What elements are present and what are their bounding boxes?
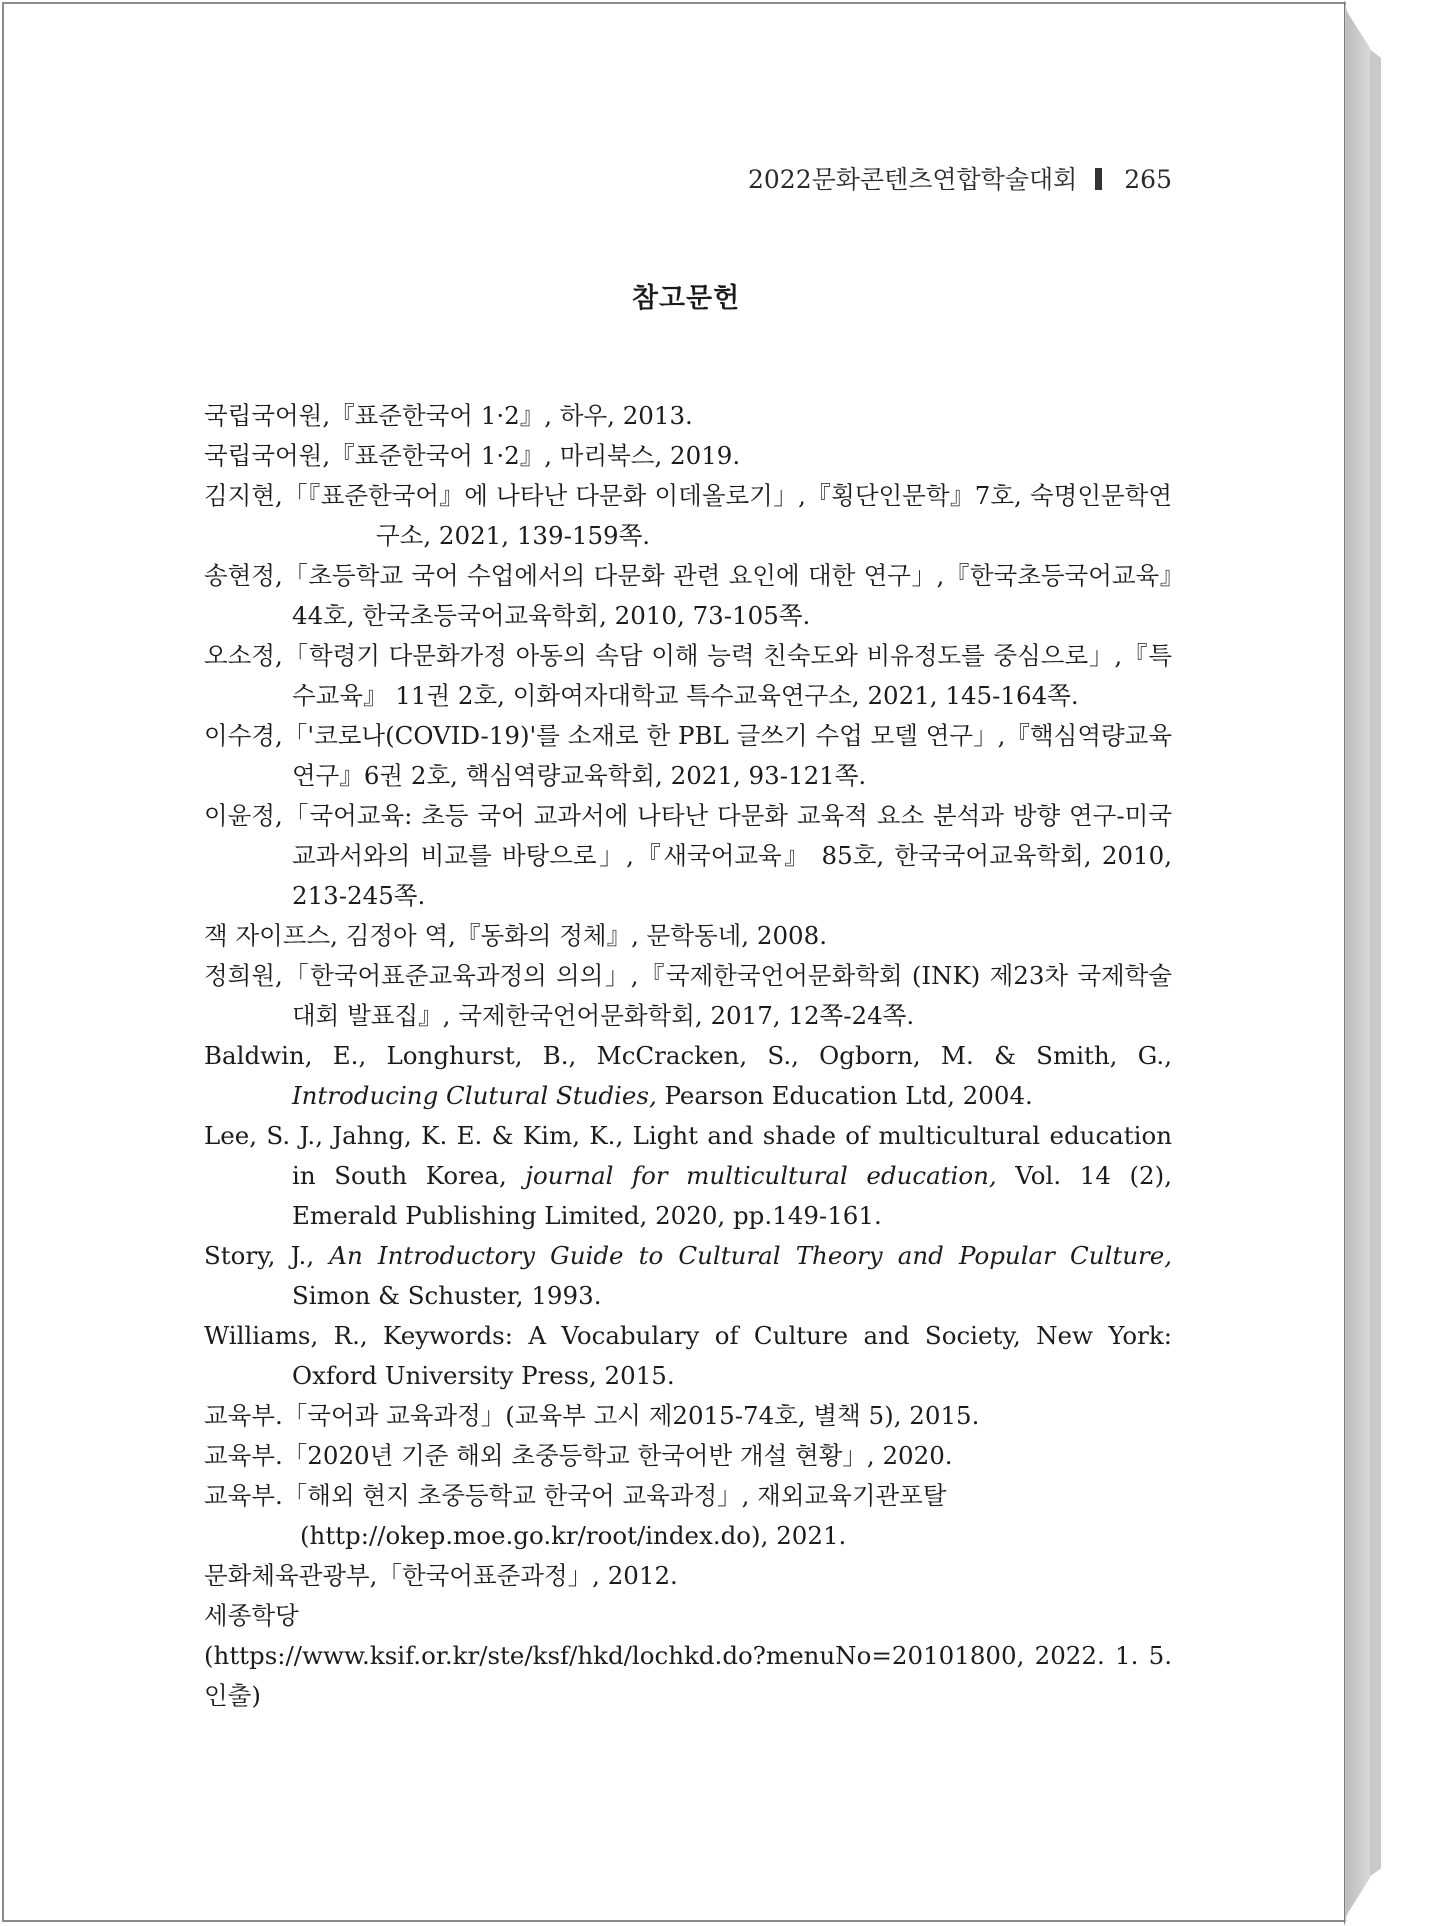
reference-url: (https://www.ksif.or.kr/ste/ksf/hkd/lochkd.do?menuNo=20101800, 2022. 1. 5. 인출) [204, 1641, 1172, 1710]
reference-entry: Williams, R., Keywords: A Vocabulary of Culture and Society, New York: Oxford University Press, 2015. [204, 1321, 1172, 1390]
reference-italic-title: An Introductory Guide to Cultural Theory and Popular Culture, [329, 1241, 1172, 1270]
reference-url: (http://okep.moe.go.kr/root/index.do), 2021. [300, 1521, 847, 1550]
reference-text: 세종학당 [204, 1601, 299, 1630]
reference-italic-title: journal for multicultural education, [525, 1161, 997, 1190]
reference-entry: 오소정,「학령기 다문화가정 아동의 속담 이해 능력 친숙도와 비유정도를 중심으로」,『특수교육』 11권 2호, 이화여자대학교 특수교육연구소, 2021, 145-164쪽. [204, 641, 1172, 710]
reference-text: 교육부.「해외 현지 초중등학교 한국어 교육과정」, 재외교육기관포탈 [204, 1481, 947, 1510]
reference-text: Vol. 14 (2), Emerald Publishing Limited, 2020, pp.149-161. [292, 1161, 1172, 1230]
reference-text: Baldwin, E., Longhurst, B., McCracken, S., Ogborn, M. & Smith, G., [204, 1041, 1172, 1070]
reference-entry: 교육부.「2020년 기준 해외 초중등학교 한국어반 개설 현황」, 2020. [204, 1441, 953, 1470]
reference-entry: 국립국어원,『표준한국어 1·2』, 마리북스, 2019. [204, 441, 741, 470]
reference-entry: 잭 자이프스, 김정아 역,『동화의 정체』, 문학동네, 2008. [204, 921, 828, 950]
reference-entry: 이윤정,「국어교육: 초등 국어 교과서에 나타난 다문화 교육적 요소 분석과 방향 연구-미국 교과서와의 비교를 바탕으로」,『새국어교육』 85호, 한국국어교육학회, 2010, 213-245쪽. [204, 801, 1172, 910]
page-number: 265 [1124, 165, 1172, 194]
section-title: 참고문헌 [631, 283, 741, 314]
reference-entry: 김지현,「『표준한국어』에 나타난 다문화 이데올로기」,『횡단인문학』7호, 숙명인문학연구소, 2021, 139-159쪽. [204, 481, 1172, 550]
reference-list [204, 396, 1172, 1716]
reference-text: Story, J., [204, 1241, 330, 1270]
running-header [0, 160, 1172, 196]
reference-entry [204, 1236, 1172, 1316]
reference-entry: 이수경,「'코로나(COVID-19)'를 소재로 한 PBL 글쓰기 수업 모델 연구」,『핵심역량교육연구』6권 2호, 핵심역량교육학회, 2021, 93-121쪽. [204, 721, 1172, 790]
reference-entry [204, 1036, 1172, 1116]
conference-title: 2022문화콘텐츠연합학술대회 [748, 165, 1078, 194]
reference-entry [204, 1116, 1172, 1236]
reference-entry: 교육부.「국어과 교육과정」(교육부 고시 제2015-74호, 별책 5), 2015. [204, 1401, 980, 1430]
reference-text: Pearson Education Ltd, 2004. [656, 1081, 1033, 1110]
reference-entry [204, 1476, 1172, 1556]
reference-italic-title: Introducing Clutural Studies, [292, 1081, 657, 1110]
reference-text: Lee, S. J., Jahng, K. E. & Kim, K., Light and shade of multicultural education in South Korea, [204, 1121, 1172, 1190]
reference-entry: 송현정,「초등학교 국어 수업에서의 다문화 관련 요인에 대한 연구」,『한국초등국어교육』44호, 한국초등국어교육학회, 2010, 73-105쪽. [204, 561, 1172, 630]
header-separator [1095, 168, 1102, 190]
reference-entry: 문화체육관광부,「한국어표준과정」, 2012. [204, 1561, 678, 1590]
reference-entry: 국립국어원,『표준한국어 1·2』, 하우, 2013. [204, 401, 693, 430]
reference-entry [204, 1596, 1172, 1716]
reference-entry: 정희원,「한국어표준교육과정의 의의」,『국제한국언어문화학회 (INK) 제23차 국제학술대회 발표집』, 국제한국언어문화학회, 2017, 12쪽-24쪽. [204, 961, 1172, 1030]
reference-text: Simon & Schuster, 1993. [292, 1281, 602, 1310]
